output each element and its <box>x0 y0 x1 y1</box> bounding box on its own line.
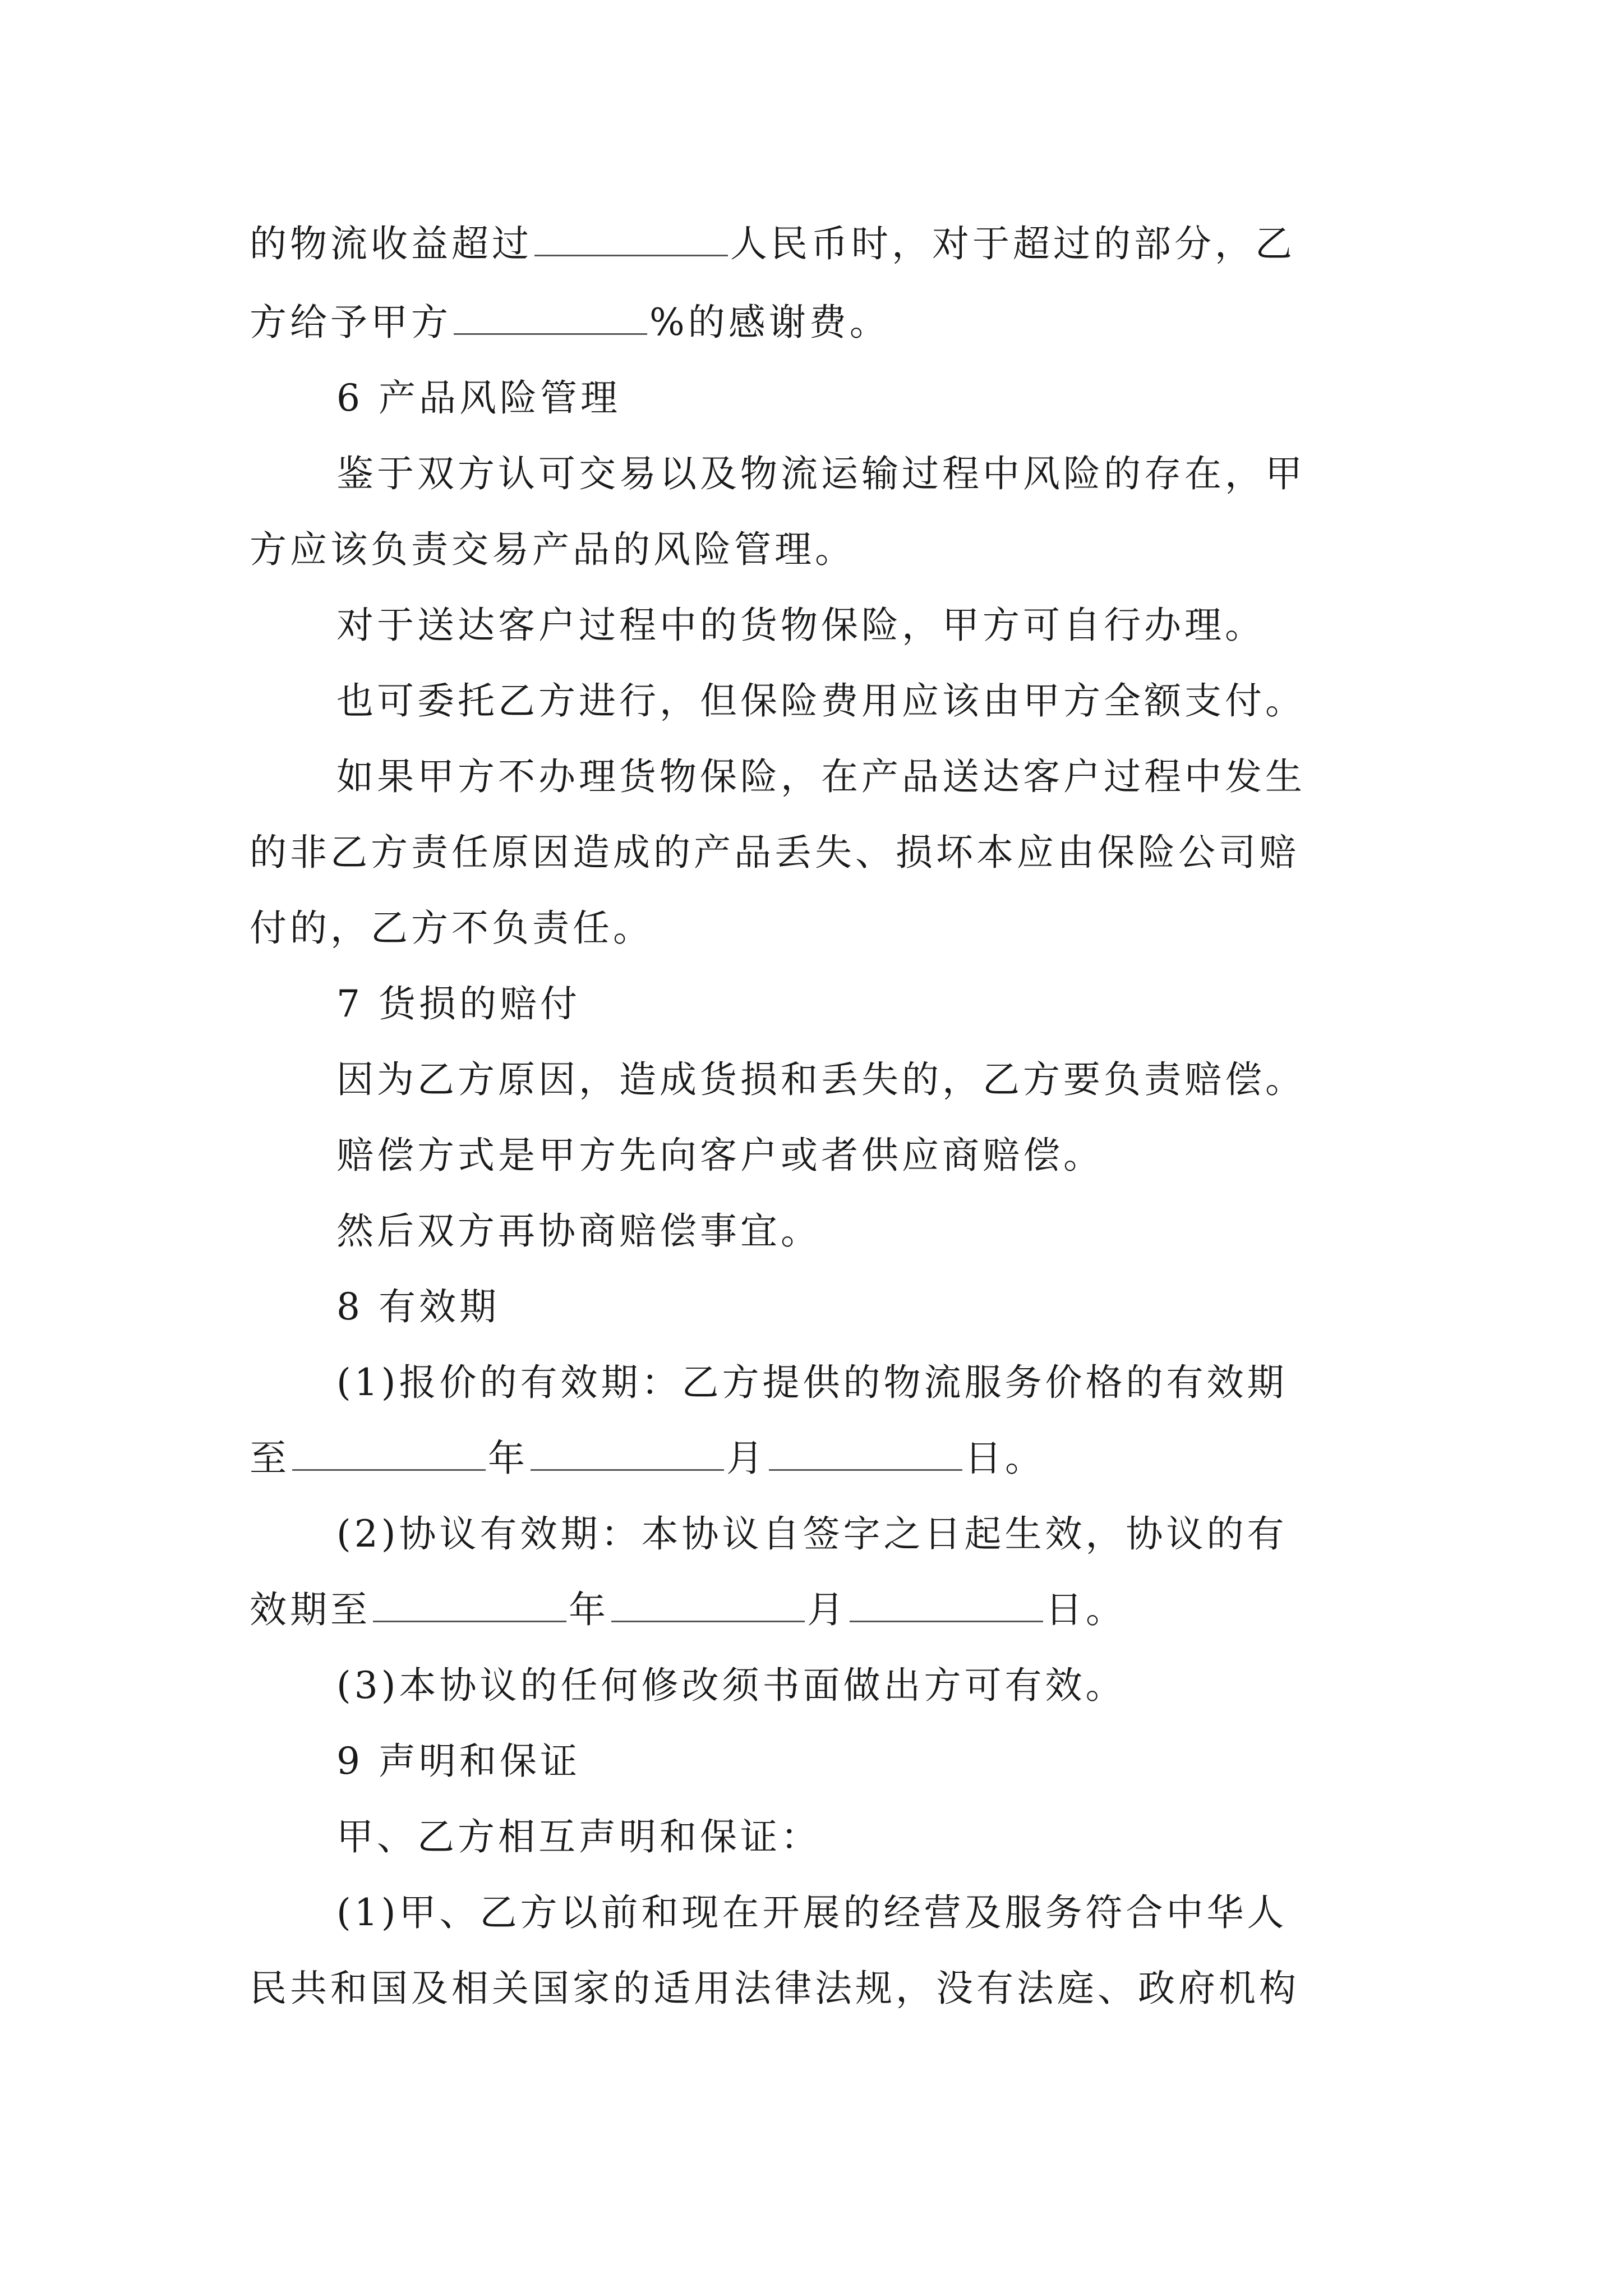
paragraph-line <box>0 1203 1623 1259</box>
paragraph-line <box>0 1885 1623 1941</box>
text-segment: 鉴于双方认可交易以及物流运输过程中风险的存在，甲 <box>336 452 1306 495</box>
text-segment: 方应该负责交易产品的风险管理。 <box>250 528 855 571</box>
paragraph-line <box>0 673 1623 729</box>
text-segment: 月 <box>807 1588 847 1631</box>
text-segment: 然后双方再协商赔偿事宜。 <box>336 1209 821 1253</box>
text-segment: 如果甲方不办理货物保险，在产品送达客户过程中发生 <box>336 755 1306 798</box>
text-segment: %的感谢费。 <box>649 301 890 344</box>
paragraph-line <box>0 825 1623 881</box>
fill-in-blank-day[interactable] <box>769 1437 962 1471</box>
paragraph-line <box>0 1128 1623 1184</box>
text-segment: 方给予甲方 <box>250 301 451 344</box>
text-segment: 也可委托乙方进行，但保险费用应该由甲方全额支付。 <box>336 679 1306 723</box>
text-segment: 日。 <box>965 1437 1045 1480</box>
text-segment: (2)协议有效期：本协议自签字之日起生效，协议的有 <box>336 1512 1288 1556</box>
fill-in-blank-year[interactable] <box>373 1588 566 1622</box>
fill-in-blank-month[interactable] <box>611 1588 805 1622</box>
paragraph-line <box>0 1658 1623 1714</box>
paragraph-line <box>0 1809 1623 1865</box>
fill-in-blank[interactable] <box>534 222 728 256</box>
fill-in-blank-day[interactable] <box>850 1588 1043 1622</box>
section-heading <box>0 1279 1623 1335</box>
paragraph-line <box>0 1582 1623 1638</box>
paragraph-line <box>0 597 1623 654</box>
paragraph-line <box>0 216 1623 272</box>
paragraph-line <box>0 1430 1623 1487</box>
text-segment: 年 <box>488 1437 528 1480</box>
text-segment: 赔偿方式是甲方先向客户或者供应商赔偿。 <box>336 1134 1104 1177</box>
text-segment: 甲、乙方相互声明和保证： <box>336 1815 821 1858</box>
text-segment: 人民币时，对于超过的部分，乙 <box>730 222 1295 265</box>
text-segment: 效期至 <box>250 1588 371 1631</box>
paragraph-line <box>0 446 1623 502</box>
paragraph-line <box>0 900 1623 956</box>
text-segment: (3)本协议的任何修改须书面做出方可有效。 <box>336 1664 1126 1707</box>
paragraph-line <box>0 1506 1623 1562</box>
fill-in-blank[interactable] <box>454 301 647 335</box>
text-segment: 9 声明和保证 <box>336 1740 580 1783</box>
fill-in-blank-month[interactable] <box>531 1437 724 1471</box>
text-segment: 付的，乙方不负责任。 <box>250 907 653 950</box>
text-segment: 6 产品风险管理 <box>336 376 621 420</box>
text-segment: (1)甲、乙方以前和现在开展的经营及服务符合中华人 <box>336 1891 1288 1934</box>
paragraph-line <box>0 1961 1623 2017</box>
text-segment: 8 有效期 <box>336 1285 500 1328</box>
text-segment: 日。 <box>1045 1588 1126 1631</box>
text-segment: (1)报价的有效期：乙方提供的物流服务价格的有效期 <box>336 1361 1288 1404</box>
section-heading <box>0 1733 1623 1789</box>
text-segment: 月 <box>726 1437 767 1480</box>
text-segment: 对于送达客户过程中的货物保险，甲方可自行办理。 <box>336 604 1265 647</box>
fill-in-blank-year[interactable] <box>292 1437 486 1471</box>
paragraph-line <box>0 522 1623 578</box>
section-heading <box>0 976 1623 1032</box>
paragraph-line <box>0 1052 1623 1108</box>
text-segment: 年 <box>569 1588 609 1631</box>
section-heading <box>0 370 1623 426</box>
text-segment: 的非乙方责任原因造成的产品丢失、损坏本应由保险公司赔 <box>250 831 1299 874</box>
text-segment: 的物流收益超过 <box>250 222 532 265</box>
paragraph-line <box>0 295 1623 351</box>
text-segment: 民共和国及相关国家的适用法律法规，没有法庭、政府机构 <box>250 1967 1299 2010</box>
paragraph-line <box>0 1355 1623 1411</box>
text-segment: 因为乙方原因，造成货损和丢失的，乙方要负责赔偿。 <box>336 1058 1306 1101</box>
paragraph-line <box>0 749 1623 805</box>
text-segment: 至 <box>250 1437 290 1480</box>
text-segment: 7 货损的赔付 <box>336 982 580 1025</box>
